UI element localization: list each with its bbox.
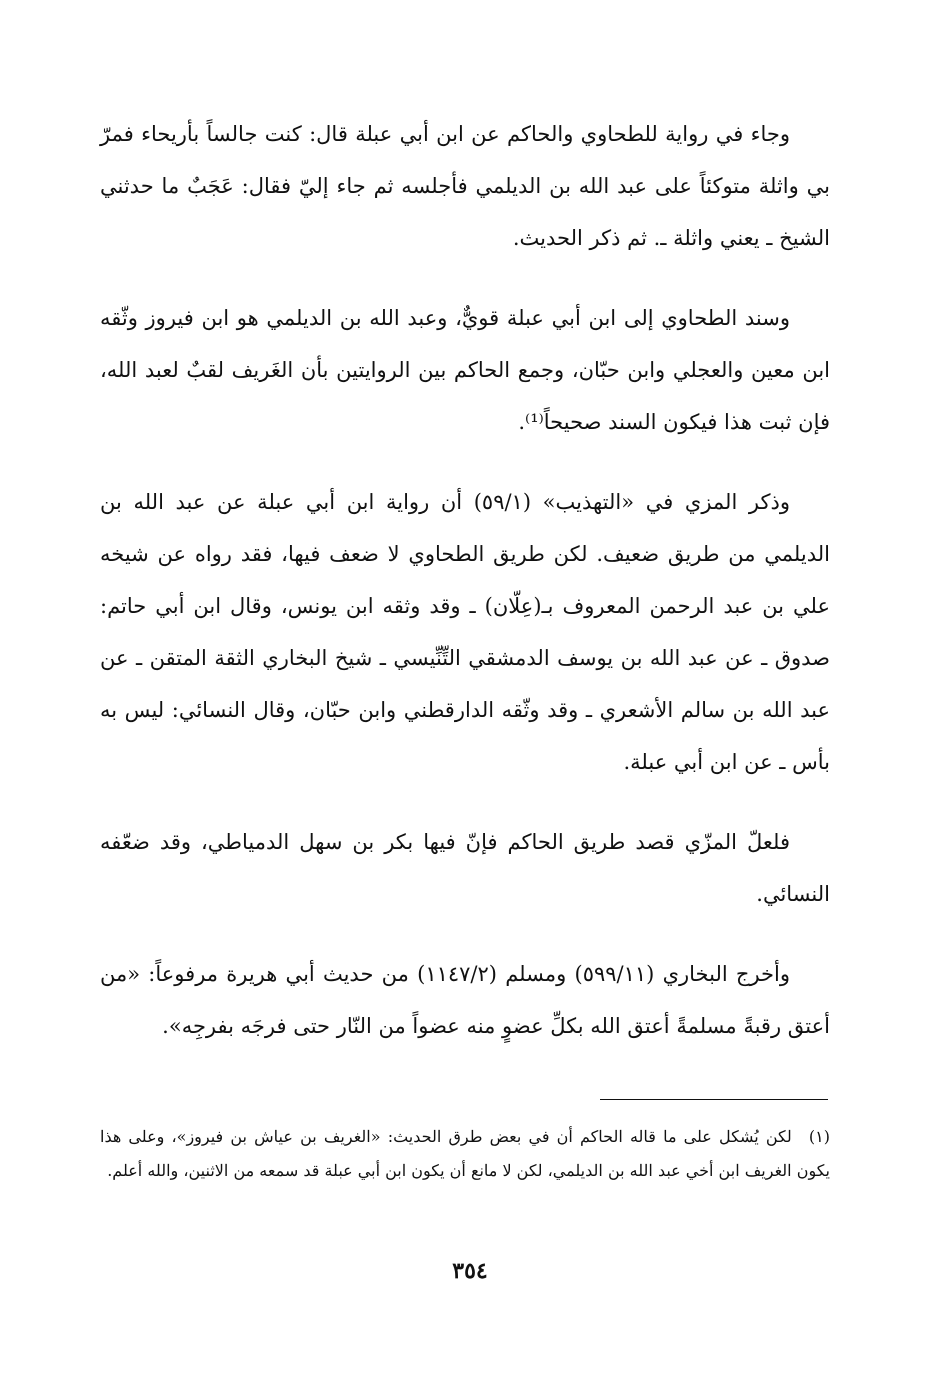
footnote <box>100 1120 830 1188</box>
footnote-marker: (١) <box>808 1127 830 1146</box>
main-text <box>100 108 830 1080</box>
paragraph-3: وذكر المزي في «التهذيب» (٥٩/١) أن رواية ابن أبي عبلة عن عبد الله بن الديلمي من طريق ضعيف. لكن طريق الطحاوي لا ضعف فيها، فقد رواه عن شيخه علي بن عبد الرحمن المعروف بـ(عِلّان) ـ وقد وثقه ابن يونس، وقال ابن أبي حاتم: صدوق ـ عن عبد الله بن يوسف الدمشقي التِّنِّيسي ـ شيخ البخاري الثقة المتقن ـ عن عبد الله بن سالم الأشعري ـ وقد وثّقه الدارقطني وابن حبّان، وقال النسائي: ليس به بأس ـ عن ابن أبي عبلة. <box>100 490 830 774</box>
paragraph-1: وجاء في رواية للطحاوي والحاكم عن ابن أبي عبلة قال: كنت جالساً بأريحاء فمرّ بي واثلة متوكئاً على عبد الله بن الديلمي فأجلسه ثم جاء إليّ فقال: عَجَبٌ ما حدثني الشيخ ـ يعني واثلة ـ. ثم ذكر الحديث. <box>100 122 830 250</box>
footnote-text: لكن يُشكل على ما قاله الحاكم أن في بعض طرق الحديث: «الغريف بن عياش بن فيروز»، وعلى هذا يكون الغريف ابن أخي عبد الله بن الديلمي، لكن لا مانع أن يكون ابن أبي عبلة قد سمعه من الاثنين، والله أعلم. <box>100 1127 830 1180</box>
paragraph-4: فلعلّ المزّي قصد طريق الحاكم فإنّ فيها بكر بن سهل الدمياطي، وقد ضعّفه النسائي. <box>100 830 830 906</box>
footnote-divider <box>600 1099 828 1100</box>
paragraph-5: وأخرج البخاري (٥٩٩/١١) ومسلم (١١٤٧/٢) من حديث أبي هريرة مرفوعاً: «من أعتق رقبةً مسلمةً أعتق الله بكلِّ عضوٍ منه عضواً من النّار حتى فرجَه بفرجِه». <box>100 962 830 1038</box>
paragraph-2: وسند الطحاوي إلى ابن أبي عبلة قويٌّ، وعبد الله بن الديلمي هو ابن فيروز وثّقه ابن معين والعجلي وابن حبّان، وجمع الحاكم بين الروايتين بأن الغَريف لقبٌ لعبد الله، فإن ثبت هذا فيكون السند صحيحاً⁽¹⁾. <box>100 306 830 434</box>
page-number: ٣٥٤ <box>452 1258 488 1284</box>
